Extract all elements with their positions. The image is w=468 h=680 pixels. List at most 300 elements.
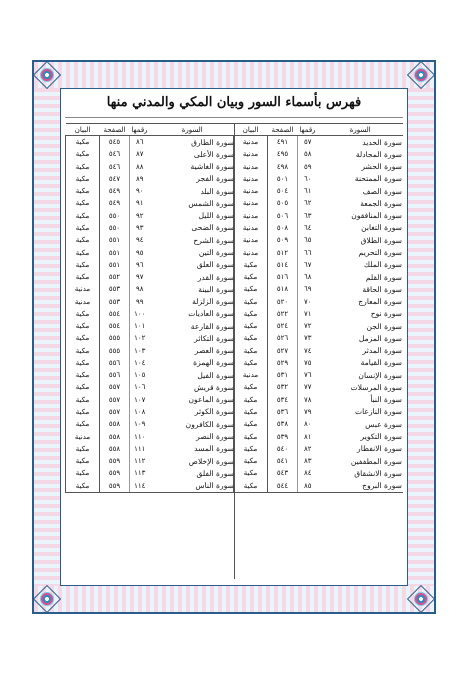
sura-name: سورة التين bbox=[198, 248, 234, 258]
ornamental-border bbox=[32, 60, 436, 614]
sura-name: سورة الشمس bbox=[188, 198, 234, 208]
revelation-type: مكية bbox=[66, 345, 100, 357]
revelation-type: مكية bbox=[234, 467, 268, 479]
revelation-type: مكية bbox=[66, 357, 100, 369]
table-row bbox=[66, 406, 236, 418]
sura-name: سورة النازعات bbox=[354, 407, 402, 417]
sura-number: ٦٦ bbox=[298, 246, 318, 258]
sura-name: سورة التغابن bbox=[361, 223, 402, 233]
sura-name: سورة الضحى bbox=[191, 223, 234, 233]
page-number: ٥٥٩ bbox=[108, 457, 121, 466]
revelation-type: مكية bbox=[66, 406, 100, 418]
table-row bbox=[66, 345, 236, 357]
sura-name: سورة الليل bbox=[198, 211, 234, 221]
page-number: ٥٤٩ bbox=[108, 187, 121, 196]
sura-number: ٩٤ bbox=[130, 234, 150, 246]
page-number: ٥٥٦ bbox=[108, 358, 121, 367]
sura-name: سورة البروج bbox=[318, 479, 404, 492]
sura-name: سورة الإنسان bbox=[358, 370, 402, 380]
sura-name: سورة الكافرون bbox=[185, 419, 234, 429]
sura-name: سورة القارعة bbox=[190, 321, 234, 331]
sura-name: سورة الماعون bbox=[188, 395, 234, 405]
table-row bbox=[234, 357, 404, 369]
revelation-type: مكية bbox=[234, 394, 268, 406]
sura-name: سورة الحشر bbox=[361, 162, 402, 172]
sura-name: سورة الإخلاص bbox=[188, 456, 234, 466]
index-table-left bbox=[65, 123, 235, 493]
page-number: ٥٥٠ bbox=[108, 211, 121, 220]
sura-name: سورة الفجر bbox=[196, 174, 234, 184]
sura-name: سورة الملك bbox=[363, 260, 402, 270]
sura-name: سورة قريش bbox=[194, 382, 234, 392]
sura-number: ١١٣ bbox=[130, 467, 150, 479]
page-number: ٥٤١ bbox=[276, 457, 289, 466]
title-divider bbox=[65, 117, 403, 118]
page-number: ٥٠٩ bbox=[276, 236, 289, 245]
table-row bbox=[66, 271, 236, 283]
page-number: ٥٥٤ bbox=[108, 309, 121, 318]
table-header-row bbox=[234, 124, 404, 136]
page-number: ٥٠٨ bbox=[276, 223, 289, 232]
sura-number: ١٠٤ bbox=[130, 357, 150, 369]
table-row bbox=[234, 443, 404, 455]
revelation-type: مكية bbox=[66, 332, 100, 344]
page-number: ٥٥١ bbox=[108, 260, 121, 269]
page-number: ٥٠١ bbox=[276, 174, 289, 183]
page-number: ٥٤٦ bbox=[108, 162, 121, 171]
revelation-type: مكية bbox=[234, 479, 268, 492]
table-row bbox=[234, 406, 404, 418]
table-row bbox=[66, 197, 236, 209]
table-row bbox=[66, 136, 236, 149]
sura-number: ١٠٦ bbox=[130, 381, 150, 393]
page-number: ٥٤٥ bbox=[108, 138, 121, 147]
sura-number: ١١١ bbox=[130, 443, 150, 455]
revelation-type: مكية bbox=[66, 185, 100, 197]
sura-number: ١٠٣ bbox=[130, 345, 150, 357]
table-row bbox=[66, 259, 236, 271]
page-number: ٥٢٦ bbox=[276, 334, 289, 343]
revelation-type: مكية bbox=[66, 271, 100, 283]
revelation-type: مكية bbox=[66, 394, 100, 406]
table-row bbox=[234, 283, 404, 295]
revelation-type: مكية bbox=[234, 283, 268, 295]
revelation-type: مكية bbox=[234, 443, 268, 455]
index-table-right bbox=[233, 123, 403, 493]
page-number: ٥٤٠ bbox=[276, 444, 289, 453]
revelation-type: مكية bbox=[66, 148, 100, 160]
sura-name: سورة الانشقاق bbox=[354, 468, 402, 478]
page-number: ٥٢٠ bbox=[276, 297, 289, 306]
sura-number: ٦٧ bbox=[298, 259, 318, 271]
table-row bbox=[66, 430, 236, 442]
table-row bbox=[66, 185, 236, 197]
page-number: ٥٥٣ bbox=[108, 297, 121, 306]
revelation-type: مدنية bbox=[234, 136, 268, 149]
table-row bbox=[66, 357, 236, 369]
sura-name: سورة الانفطار bbox=[357, 444, 402, 454]
sura-name: سورة الأعلى bbox=[193, 149, 234, 159]
page-number: ٥٢٤ bbox=[276, 322, 289, 331]
sura-name: سورة القدر bbox=[197, 272, 234, 282]
page-number: ٥٥٩ bbox=[100, 479, 130, 492]
sura-number: ٩٠ bbox=[130, 185, 150, 197]
revelation-type: مكية bbox=[66, 381, 100, 393]
revelation-type: مكية bbox=[234, 418, 268, 430]
page-number: ٥١٢ bbox=[276, 248, 289, 257]
table-row bbox=[234, 418, 404, 430]
page-number: ٥٥٧ bbox=[108, 383, 121, 392]
sura-number: ١١٢ bbox=[130, 455, 150, 467]
revelation-type: مكية bbox=[66, 455, 100, 467]
revelation-type: مكية bbox=[66, 136, 100, 149]
sura-name: سورة الفيل bbox=[197, 370, 234, 380]
revelation-type: مدنية bbox=[234, 185, 268, 197]
sura-number: ٥٨ bbox=[298, 148, 318, 160]
page-number: ٥٠٤ bbox=[276, 187, 289, 196]
revelation-type: مدنية bbox=[66, 283, 100, 295]
table-row bbox=[234, 455, 404, 467]
sura-name: سورة الناس bbox=[150, 479, 236, 492]
table-row bbox=[234, 345, 404, 357]
revelation-type: مدنية bbox=[234, 222, 268, 234]
header-type: البيان bbox=[66, 124, 100, 136]
table-row bbox=[234, 185, 404, 197]
page-number: ٥١٤ bbox=[276, 260, 289, 269]
sura-number: ٧٥ bbox=[298, 357, 318, 369]
page-number: ٥٥١ bbox=[108, 236, 121, 245]
sura-name: سورة المزمل bbox=[358, 333, 402, 343]
revelation-type: مدنية bbox=[234, 234, 268, 246]
revelation-type: مكية bbox=[66, 308, 100, 320]
revelation-type: مكية bbox=[234, 332, 268, 344]
sura-name: سورة الجن bbox=[366, 321, 402, 331]
sura-number: ٦٨ bbox=[298, 271, 318, 283]
page-number: ٥١٨ bbox=[276, 285, 289, 294]
page-number: ٥٥٦ bbox=[108, 371, 121, 380]
sura-number: ٨٣ bbox=[298, 455, 318, 467]
revelation-type: مكية bbox=[66, 197, 100, 209]
sura-name: سورة البلد bbox=[200, 186, 234, 196]
table-row bbox=[234, 479, 404, 492]
header-type: البيان bbox=[234, 124, 268, 136]
table-row bbox=[66, 467, 236, 479]
revelation-type: مكية bbox=[66, 467, 100, 479]
revelation-type: مكية bbox=[66, 259, 100, 271]
revelation-type: مدنية bbox=[234, 161, 268, 173]
sura-number: ٦٩ bbox=[298, 283, 318, 295]
sura-number: ٥٩ bbox=[298, 161, 318, 173]
sura-name: سورة النصر bbox=[196, 432, 234, 441]
sura-number: ٧٧ bbox=[298, 381, 318, 393]
revelation-type: مدنية bbox=[66, 430, 100, 442]
page-number: ٥٠٥ bbox=[276, 199, 289, 208]
index-panel bbox=[60, 88, 408, 586]
sura-number: ٧٨ bbox=[298, 394, 318, 406]
sura-name: سورة المرسلات bbox=[350, 382, 402, 392]
page-number: ٥٢٢ bbox=[276, 309, 289, 318]
page-number: ٥١٦ bbox=[276, 273, 289, 282]
revelation-type: مكية bbox=[66, 210, 100, 222]
table-row bbox=[234, 173, 404, 185]
sura-name: سورة العاديات bbox=[188, 309, 234, 319]
page-number: ٥٥٨ bbox=[108, 444, 121, 453]
table-row bbox=[66, 148, 236, 160]
sura-name: سورة الصف bbox=[362, 186, 402, 196]
sura-number: ٩٦ bbox=[130, 259, 150, 271]
sura-number: ١٠٩ bbox=[130, 418, 150, 430]
page-number: ٥٤٦ bbox=[108, 150, 121, 159]
corner-ornament-icon bbox=[414, 68, 428, 82]
page-number: ٥٥٣ bbox=[108, 285, 121, 294]
revelation-type: مكية bbox=[66, 234, 100, 246]
sura-number: ١٠٨ bbox=[130, 406, 150, 418]
sura-name: سورة المسد bbox=[194, 444, 234, 454]
sura-number: ٩٥ bbox=[130, 246, 150, 258]
page-number: ٥٥٨ bbox=[108, 432, 121, 441]
page-number: ٥٢٩ bbox=[276, 358, 289, 367]
revelation-type: مدنية bbox=[234, 210, 268, 222]
sura-number: ٨٥ bbox=[298, 479, 318, 492]
sura-name: سورة الغاشية bbox=[190, 162, 234, 172]
page-number: ٥٣٦ bbox=[276, 407, 289, 416]
header-num: رقمها bbox=[299, 125, 316, 134]
sura-number: ٥٧ bbox=[298, 136, 318, 149]
page-number: ٤٩٨ bbox=[276, 162, 289, 171]
sura-number: ٨٤ bbox=[298, 467, 318, 479]
revelation-type: مكية bbox=[234, 259, 268, 271]
header-num: رقمها bbox=[131, 125, 148, 134]
revelation-type: مدنية bbox=[234, 173, 268, 185]
page-number: ٥٤٧ bbox=[108, 174, 121, 183]
sura-name: سورة المعارج bbox=[358, 297, 402, 307]
revelation-type: مدنية bbox=[234, 369, 268, 381]
sura-number: ٨٧ bbox=[130, 148, 150, 160]
page-number: ٥٥١ bbox=[108, 248, 121, 257]
sura-name: سورة الشرح bbox=[193, 235, 234, 245]
sura-number: ٨٦ bbox=[130, 136, 150, 149]
revelation-type: مكية bbox=[66, 246, 100, 258]
sura-name: سورة الحديد bbox=[362, 137, 402, 147]
page-number: ٥٥٤ bbox=[108, 322, 121, 331]
sura-name: سورة الحاقة bbox=[362, 284, 402, 294]
sura-number: ٦٢ bbox=[298, 197, 318, 209]
sura-name: سورة التكوير bbox=[360, 432, 402, 441]
sura-name: سورة العصر bbox=[194, 346, 234, 356]
table-row bbox=[234, 467, 404, 479]
revelation-type: مدنية bbox=[234, 246, 268, 258]
sura-name: سورة الزلزلة bbox=[192, 297, 234, 307]
revelation-type: مكية bbox=[66, 443, 100, 455]
page-number: ٥٣٩ bbox=[276, 432, 289, 441]
sura-number: ٦٤ bbox=[298, 222, 318, 234]
table-row bbox=[66, 283, 236, 295]
sura-number: ٧٩ bbox=[298, 406, 318, 418]
sura-number: ٧٤ bbox=[298, 345, 318, 357]
sura-name: سورة المطففين bbox=[350, 456, 402, 466]
sura-number: ٩٩ bbox=[130, 295, 150, 307]
revelation-type: مدنية bbox=[234, 148, 268, 160]
corner-ornament-icon bbox=[40, 68, 54, 82]
page-number: ٤٩١ bbox=[276, 138, 289, 147]
sura-number: ١٠١ bbox=[130, 320, 150, 332]
page-number: ٥٣٨ bbox=[276, 420, 289, 429]
table-row bbox=[234, 430, 404, 442]
sura-number: ١٠٧ bbox=[130, 394, 150, 406]
corner-ornament-icon bbox=[40, 592, 54, 606]
sura-name: سورة البينة bbox=[198, 284, 234, 294]
page-number: ٤٩٥ bbox=[276, 150, 289, 159]
sura-number: ٧٣ bbox=[298, 332, 318, 344]
sura-name: سورة نوح bbox=[370, 309, 402, 319]
revelation-type: مكية bbox=[234, 295, 268, 307]
sura-name: سورة النبأ bbox=[370, 395, 402, 405]
sura-number: ٧٠ bbox=[298, 295, 318, 307]
sura-number: ١١٤ bbox=[130, 479, 150, 492]
table-row bbox=[66, 210, 236, 222]
revelation-type: مكية bbox=[66, 173, 100, 185]
table-row bbox=[234, 381, 404, 393]
revelation-type: مكية bbox=[234, 455, 268, 467]
sura-name: سورة التكاثر bbox=[194, 333, 234, 343]
table-row bbox=[66, 418, 236, 430]
page-number: ٥٥٠ bbox=[108, 223, 121, 232]
sura-number: ٨٢ bbox=[298, 443, 318, 455]
revelation-type: مكية bbox=[234, 308, 268, 320]
sura-name: سورة المدثر bbox=[362, 346, 402, 356]
page-number: ٥٥٥ bbox=[108, 334, 121, 343]
table-row bbox=[66, 479, 236, 492]
table-row bbox=[234, 295, 404, 307]
page-number: ٥٥٧ bbox=[108, 407, 121, 416]
sura-number: ٩١ bbox=[130, 197, 150, 209]
page-number: ٥٣١ bbox=[276, 371, 289, 380]
sura-number: ٧٦ bbox=[298, 369, 318, 381]
sura-number: ١٠٢ bbox=[130, 332, 150, 344]
revelation-type: مكية bbox=[66, 161, 100, 173]
page-number: ٥٥٩ bbox=[108, 469, 121, 478]
sura-number: ٧٢ bbox=[298, 320, 318, 332]
sura-name: سورة القلم bbox=[365, 272, 402, 282]
revelation-type: مكية bbox=[234, 430, 268, 442]
table-row bbox=[234, 259, 404, 271]
sura-number: ٩٨ bbox=[130, 283, 150, 295]
table-row bbox=[234, 161, 404, 173]
revelation-type: مكية bbox=[234, 320, 268, 332]
page-number: ٥٣٢ bbox=[276, 383, 289, 392]
table-row bbox=[234, 197, 404, 209]
revelation-type: مكية bbox=[234, 271, 268, 283]
revelation-type: مكية bbox=[66, 418, 100, 430]
table-row bbox=[66, 394, 236, 406]
table-row bbox=[234, 234, 404, 246]
revelation-type: مكية bbox=[234, 345, 268, 357]
page-number: ٥٤٣ bbox=[276, 469, 289, 478]
sura-number: ٩٣ bbox=[130, 222, 150, 234]
sura-name: سورة الطارق bbox=[191, 137, 234, 147]
sura-name: سورة القيامة bbox=[360, 358, 402, 368]
sura-number: ٦٠ bbox=[298, 173, 318, 185]
header-sura: السورة bbox=[318, 124, 404, 136]
revelation-type: مكية bbox=[234, 357, 268, 369]
sura-name: سورة المنافقون bbox=[351, 211, 402, 221]
revelation-type: مدنية bbox=[66, 295, 100, 307]
table-row bbox=[66, 443, 236, 455]
table-row bbox=[66, 308, 236, 320]
revelation-type: مدنية bbox=[234, 197, 268, 209]
table-row bbox=[234, 394, 404, 406]
sura-name: سورة التحريم bbox=[358, 248, 402, 258]
table-row bbox=[234, 136, 404, 149]
table-row bbox=[234, 271, 404, 283]
page-number: ٥٣٤ bbox=[276, 395, 289, 404]
page-number: ٥٤٤ bbox=[268, 479, 298, 492]
page-number: ٥٤٩ bbox=[108, 199, 121, 208]
table-header-row bbox=[66, 124, 236, 136]
sura-name: سورة الكوثر bbox=[194, 407, 234, 417]
sura-name: سورة الهمزة bbox=[193, 358, 234, 368]
table-row bbox=[66, 295, 236, 307]
revelation-type: مكية bbox=[66, 479, 100, 492]
page-number: ٥٠٦ bbox=[276, 211, 289, 220]
revelation-type: مكية bbox=[234, 406, 268, 418]
table-row bbox=[234, 369, 404, 381]
table-row bbox=[66, 369, 236, 381]
sura-number: ٨٠ bbox=[298, 418, 318, 430]
page-number: ٥٥٢ bbox=[108, 273, 121, 282]
page-title: فهرس بأسماء السور وبيان المكي والمدني منها bbox=[106, 95, 362, 110]
table-row bbox=[66, 234, 236, 246]
revelation-type: مكية bbox=[66, 320, 100, 332]
sura-number: ٦٥ bbox=[298, 234, 318, 246]
page-number: ٥٢٧ bbox=[276, 346, 289, 355]
revelation-type: مكية bbox=[66, 222, 100, 234]
sura-number: ٦١ bbox=[298, 185, 318, 197]
header-sura: السورة bbox=[150, 124, 236, 136]
table-row bbox=[66, 246, 236, 258]
sura-number: ٩٢ bbox=[130, 210, 150, 222]
sura-number: ١١٠ bbox=[130, 430, 150, 442]
table-row bbox=[234, 148, 404, 160]
table-row bbox=[66, 332, 236, 344]
sura-number: ١٠٥ bbox=[130, 369, 150, 381]
table-row bbox=[234, 210, 404, 222]
sura-name: سورة العلق bbox=[196, 260, 234, 270]
revelation-type: مكية bbox=[234, 381, 268, 393]
corner-ornament-icon bbox=[414, 592, 428, 606]
sura-name: سورة الفلق bbox=[196, 468, 234, 478]
table-row bbox=[234, 332, 404, 344]
table-row bbox=[66, 320, 236, 332]
table-row bbox=[234, 320, 404, 332]
sura-number: ٦٣ bbox=[298, 210, 318, 222]
table-row bbox=[66, 222, 236, 234]
table-row bbox=[234, 308, 404, 320]
table-row bbox=[66, 381, 236, 393]
page-number: ٥٥٧ bbox=[108, 395, 121, 404]
sura-name: سورة الجمعة bbox=[360, 198, 402, 208]
table-row bbox=[66, 455, 236, 467]
table-row bbox=[234, 222, 404, 234]
sura-number: ٨١ bbox=[298, 430, 318, 442]
sura-name: سورة المجادلة bbox=[355, 149, 402, 159]
sura-name: سورة عبس bbox=[365, 419, 402, 429]
sura-name: سورة الطلاق bbox=[360, 235, 402, 245]
table-row bbox=[234, 246, 404, 258]
revelation-type: مكية bbox=[66, 369, 100, 381]
sura-number: ١٠٠ bbox=[130, 308, 150, 320]
page-number: ٥٥٨ bbox=[108, 420, 121, 429]
